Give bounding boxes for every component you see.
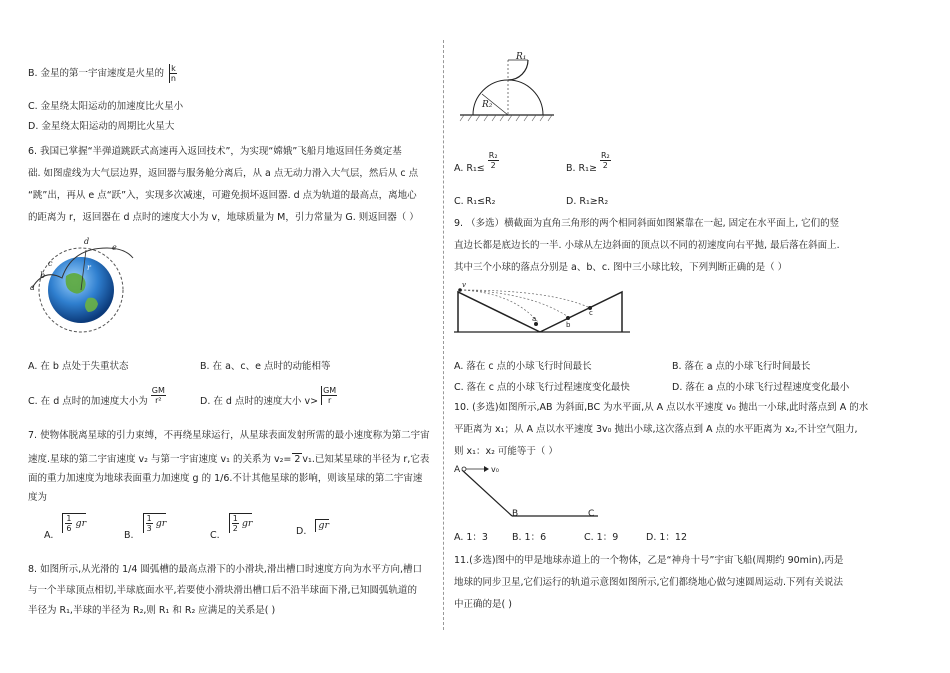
ball — [462, 467, 466, 471]
q7-line-4: 度为 — [28, 492, 48, 503]
q9-line-1: 9. （多选）横截面为直角三角形的两个相同斜面如图紧靠在一起, 固定在水平面上, 它们的竖 — [454, 218, 840, 229]
label-a: a — [532, 315, 537, 323]
incline-ab — [462, 470, 512, 516]
fig-label-c: c — [48, 259, 53, 268]
fig-label-e: e — [112, 243, 117, 252]
fig-label-b: b — [40, 271, 46, 280]
q7-option-c: C. $\frac{1}{2}$ gr — [210, 514, 253, 541]
fraction: $\frac{GM}{r}$ — [323, 386, 337, 405]
label-b: B — [512, 509, 519, 519]
label-c: C — [588, 509, 595, 519]
q8-line-3: 半径为 R₁,半球的半径为 R₂,则 R₁ 和 R₂ 应满足的关系是( ) — [28, 605, 276, 616]
trajectory-b — [460, 290, 570, 318]
q7-option-a: A. $\frac{1}{6}$ gr — [44, 514, 87, 541]
q8-line-1: 8. 如图所示,从光滑的 1/4 圆弧槽的最高点滑下的小滑块,滑出槽口时速度方向为水平方向,槽口 — [28, 564, 422, 575]
q6-option-b: B. 在 a、c、e 点时的动能相等 — [200, 361, 331, 372]
q6-line-1: 6. 我国已掌握“半弹道跳跃式高速再入返回技术”，为实现“嫦娥”飞船月地返回任务奠定基 — [28, 146, 402, 157]
sqrt-2: 2 — [294, 454, 301, 465]
q7-option-b: B. $\frac{1}{3}$ gr — [124, 514, 167, 541]
q5-option-b: B. 金星的第一宇宙速度是火星的 $\frac{k}{n}$ — [28, 64, 176, 83]
q8-option-c: C. R₁≤R₂ — [454, 196, 496, 207]
trajectory-c — [460, 290, 590, 308]
q6-option-a: A. 在 b 点处于失重状态 — [28, 361, 129, 372]
q11-line-1: 11.(多选)图中的甲是地球赤道上的一个物体，乙是“神舟十号”宇宙飞船(周期约 90min),丙是 — [454, 555, 844, 566]
arc-hemisphere-figure — [458, 45, 558, 125]
q9-line-2: 直边长都是底边长的一半. 小球从左边斜面的顶点以不同的初速度向右平抛, 最后落在斜面上. — [454, 240, 840, 251]
incline-throw-figure — [452, 460, 612, 522]
fig-label-r: r — [87, 263, 91, 272]
label-c: c — [589, 309, 593, 317]
sqrt-expression: $\frac{1}{6}$ gr — [62, 513, 86, 533]
fraction: $\frac{1}{6}$ — [66, 514, 72, 533]
earth-trajectory-figure — [26, 228, 136, 338]
q8-option-d: D. R₁≥R₂ — [566, 196, 609, 207]
sqrt-frac — [321, 386, 337, 405]
fraction: $\frac{1}{3}$ — [146, 514, 152, 533]
q9-option-a: A. 落在 c 点的小球飞行时间最长 — [454, 361, 592, 372]
q6-line-2: 础. 如图虚线为大气层边界，返回器与服务舱分离后，从 a 点无动力滑入大气层，然后从 c 点 — [28, 168, 419, 179]
q10-line-1: 10. (多选)如图所示,AB 为斜面,BC 为水平面,从 A 点以水平速度 v₀ 抛出一小球,此时落点到 A 的水 — [454, 402, 869, 413]
right-incline — [540, 292, 622, 332]
label-r2: R₂ — [482, 100, 493, 110]
fig-label-a: a — [30, 283, 35, 292]
label-b: b — [566, 321, 571, 329]
q7-option-d: D. gr — [296, 520, 329, 537]
fraction: $\frac{1}{2}$ — [232, 514, 238, 533]
q10-line-3: 则 x₁：x₂ 可能等于（ ） — [454, 446, 558, 457]
ground-hatching — [460, 115, 552, 121]
sqrt-expression: $\frac{1}{3}$ gr — [143, 513, 167, 533]
q7-line-3: 面的重力加速度为地球表面重力加速度 g 的 1/6.不计其他星球的影响，则该星球的第二宇宙速 — [28, 473, 423, 484]
q6-line-3: “跳”出，再从 e 点“跃”入，实现多次减速，可避免损坏返回器. d 点为轨道的最高点，离地心 — [28, 190, 417, 201]
label-v0: v₀ — [491, 465, 499, 474]
q10-line-2: 平距离为 x₁；从 A 点以水平速度 3v₀ 抛出小球,这次落点到 A 点的水平距离为 x₂,不计空气阻力, — [454, 424, 858, 435]
q9-option-c: C. 落在 c 点的小球飞行过程速度变化最快 — [454, 382, 630, 393]
fraction: $\frac{\text{R₂}}{2}$ — [600, 151, 610, 170]
q6-option-c: C. 在 d 点时的加速度大小为 $\frac{GM}{\text{r²}}$ — [28, 386, 165, 407]
q8-line-2: 与一个半球顶点相切,半球底面水平,若要使小滑块滑出槽口后不沿半球面下滑,已知圆弧轨道的 — [28, 585, 418, 596]
q9-line-3: 其中三个小球的落点分别是 a、b、c. 图中三小球比较，下列判断正确的是（ ） — [454, 262, 788, 273]
q6-option-d: D. 在 d 点时的速度大小 v> $\frac{GM}{r}$ — [200, 386, 337, 407]
sqrt-expression: $\frac{1}{2}$ gr — [229, 513, 253, 533]
q5-option-d: D. 金星绕太阳运动的周期比火星大 — [28, 121, 175, 132]
q11-line-2: 地球的同步卫星,它们运行的轨道示意图如图所示,它们都绕地心做匀速圆周运动.下列有关说法 — [454, 577, 844, 588]
q10-option-c: C. 1：9 — [584, 532, 619, 543]
q7-line-2: 速度.星球的第二宇宙速度 v₂ 与第一宇宙速度 v₁ 的关系为 v₂= 2 v₁.已知某星球的半径为 r,它表 — [28, 454, 430, 465]
q6-line-4: 的距离为 r，返回器在 d 点时的速度大小为 v，地球质量为 M，引力常量为 G. 则返回器（ ） — [28, 212, 419, 223]
fraction: $\frac{k}{n}$ — [170, 64, 176, 83]
column-divider — [443, 40, 444, 630]
two-inclines-figure — [452, 280, 632, 336]
arrow-head — [484, 466, 489, 472]
q11-line-3: 中正确的是( ) — [454, 599, 512, 610]
q10-option-b: B. 1：6 — [512, 532, 547, 543]
q10-option-d: D. 1：12 — [646, 532, 687, 543]
label-v: v — [462, 281, 466, 289]
fig-label-d: d — [84, 237, 90, 246]
sqrt-frac — [169, 64, 177, 83]
ball-b — [566, 316, 570, 320]
q9-option-b: B. 落在 a 点的小球飞行时间最长 — [672, 361, 811, 372]
q10-option-a: A. 1：3 — [454, 532, 488, 543]
fraction: $\frac{\text{R₂}}{2}$ — [488, 151, 498, 170]
q7-line-1: 7. 使物体脱离星球的引力束缚，不再绕星球运行，从星球表面发射所需的最小速度称为第二宇宙 — [28, 430, 430, 441]
fraction: $\frac{GM}{\text{r²}}$ — [151, 386, 165, 405]
quarter-arc-groove — [508, 60, 528, 80]
q8-option-a: A. R₁≤ $\frac{\text{R₂}}{2}$ — [454, 151, 498, 174]
sqrt-expression: gr — [315, 519, 329, 532]
q8-option-b: B. R₁≥ $\frac{\text{R₂}}{2}$ — [566, 151, 610, 174]
q9-option-d: D. 落在 a 点的小球飞行过程速度变化最小 — [672, 382, 850, 393]
label-a: A — [454, 465, 461, 475]
q5-option-c: C. 金星绕太阳运动的加速度比火星小 — [28, 101, 184, 112]
label-r1: R₁ — [516, 52, 527, 62]
trajectory-a — [460, 290, 538, 322]
